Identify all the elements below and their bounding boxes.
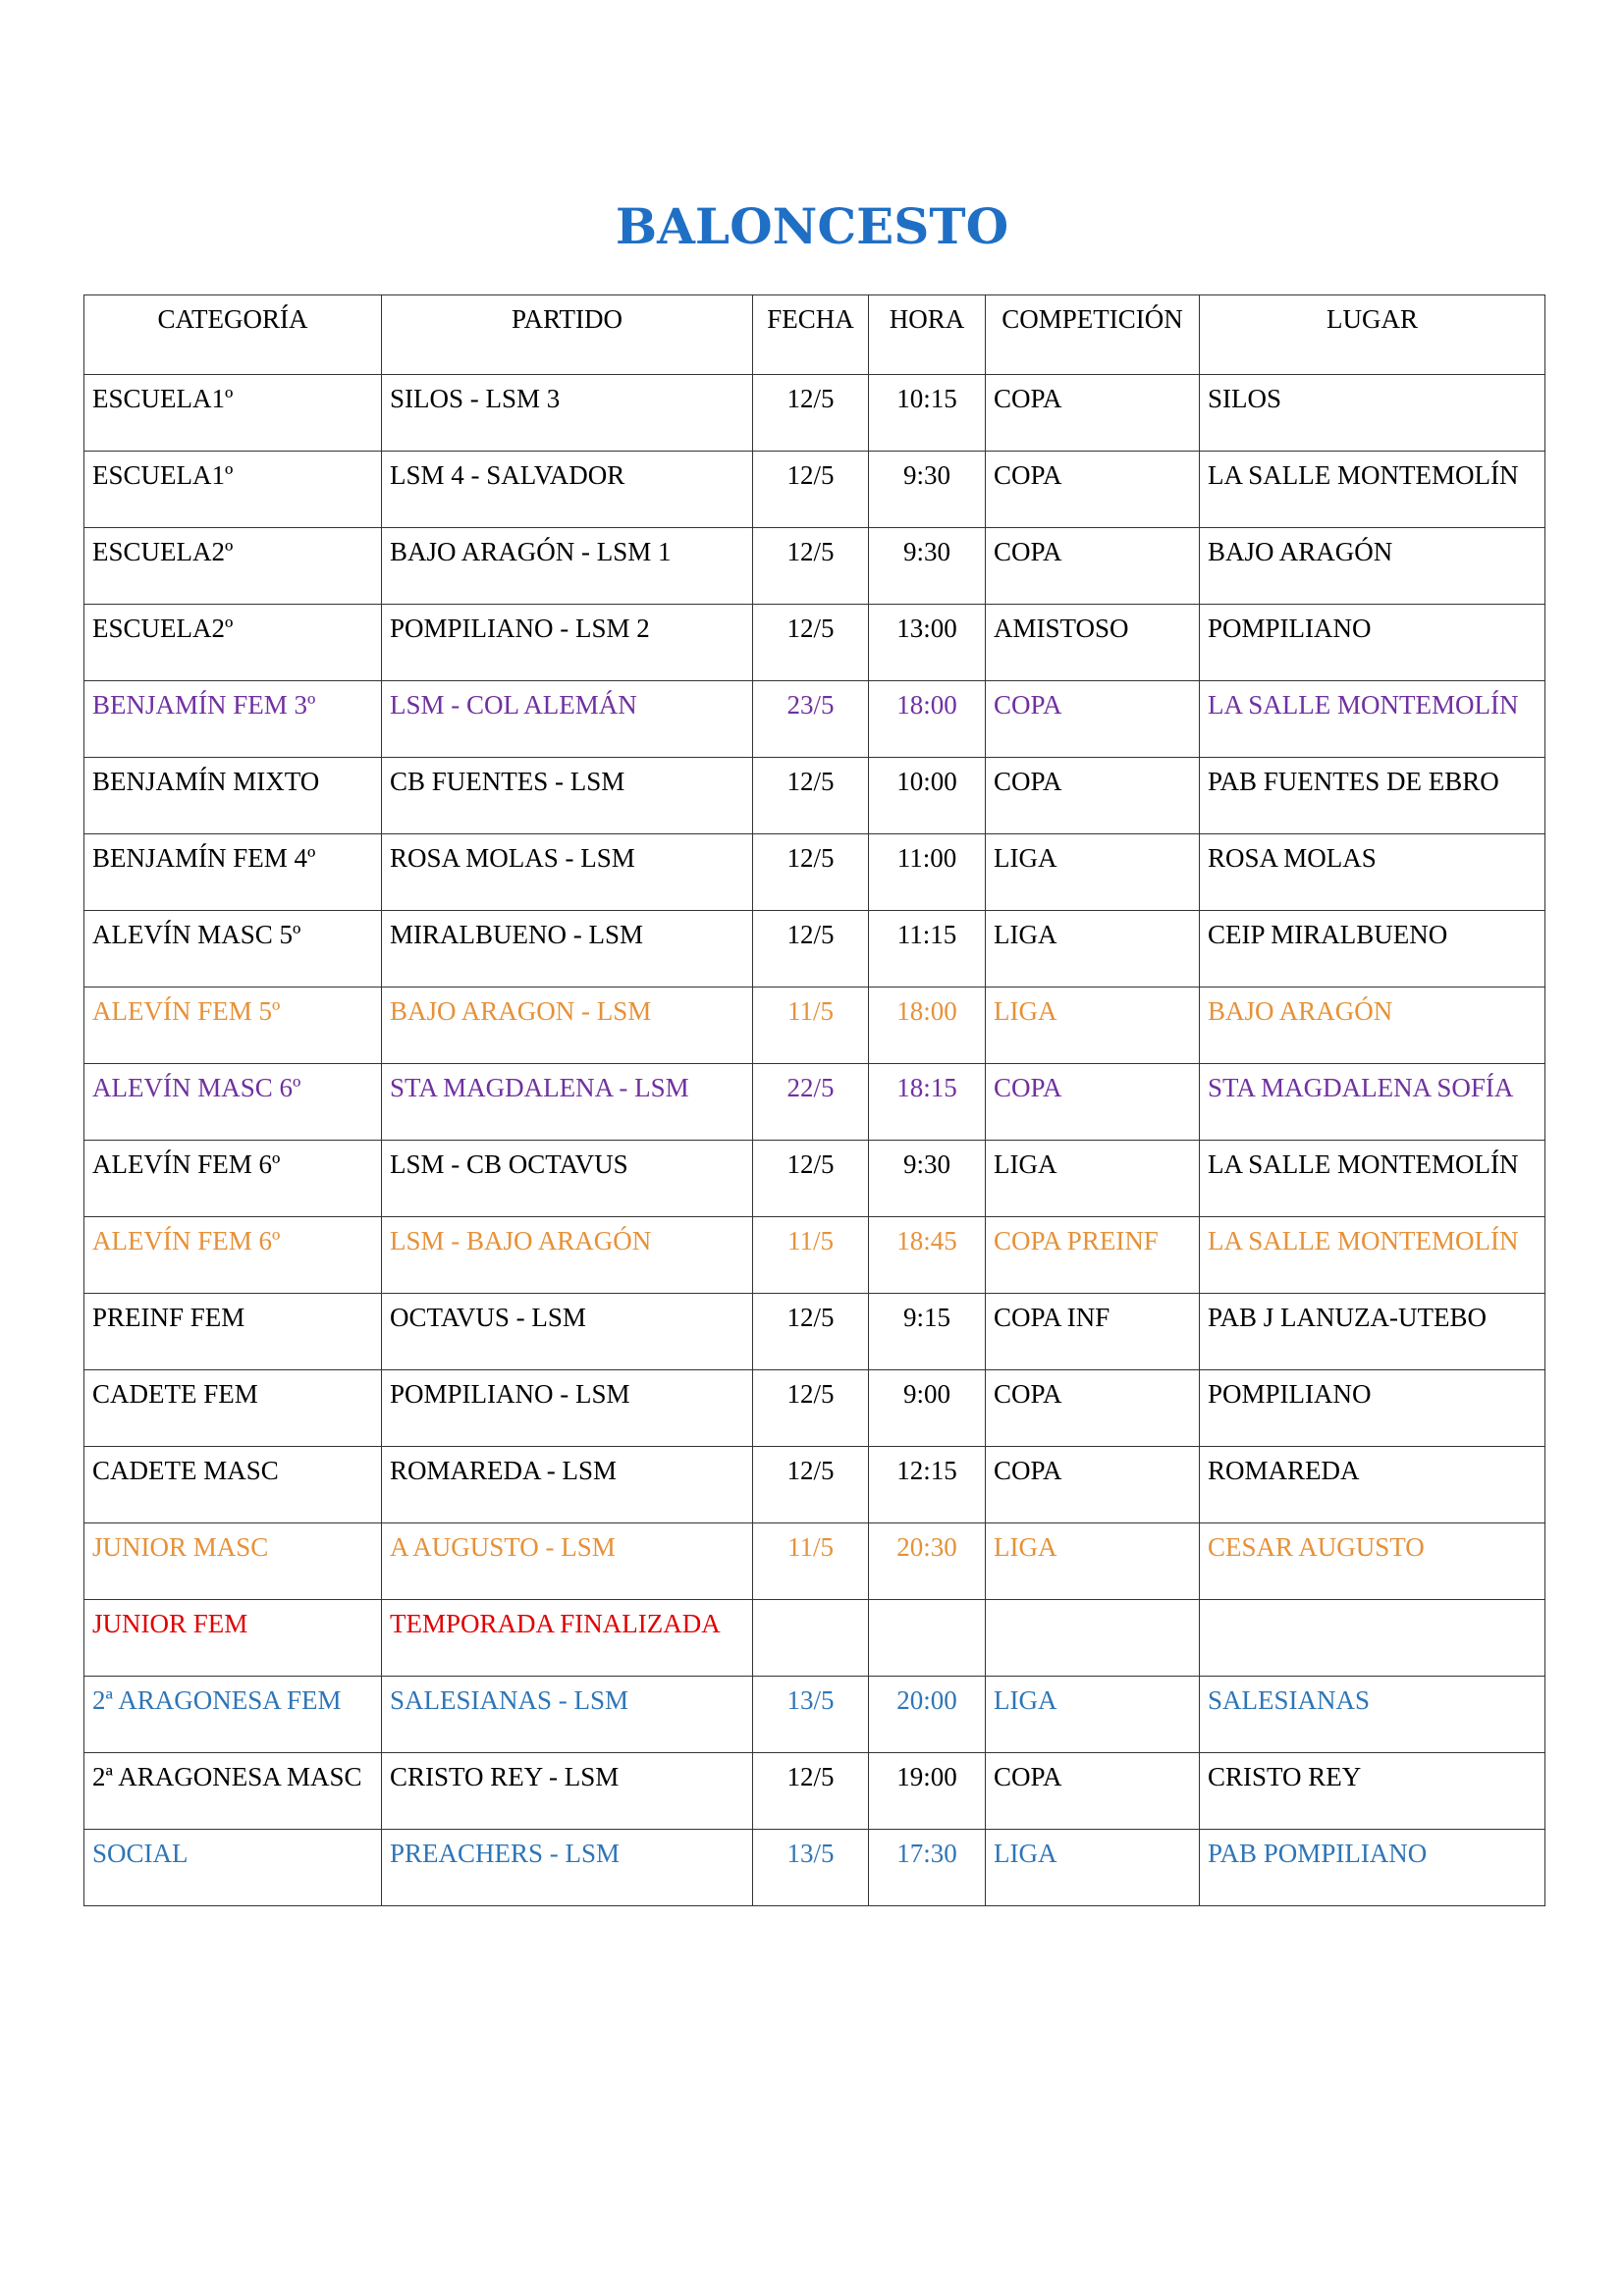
cell-place: POMPILIANO: [1200, 605, 1545, 681]
cell-category: ESCUELA1º: [84, 375, 382, 452]
cell-date: 12/5: [753, 1294, 869, 1370]
table-row: [84, 911, 1545, 988]
cell-time: 12:15: [869, 1447, 986, 1523]
cell-date: 13/5: [753, 1677, 869, 1753]
table-row: [84, 1830, 1545, 1906]
cell-match: BAJO ARAGON - LSM: [382, 988, 753, 1064]
cell-place: BAJO ARAGÓN: [1200, 528, 1545, 605]
cell-date: 12/5: [753, 375, 869, 452]
cell-category: ALEVÍN MASC 6º: [84, 1064, 382, 1141]
cell-date: 11/5: [753, 1523, 869, 1600]
cell-date: 22/5: [753, 1064, 869, 1141]
cell-place: CRISTO REY: [1200, 1753, 1545, 1830]
table-row: [84, 528, 1545, 605]
cell-category: SOCIAL: [84, 1830, 382, 1906]
table-row: [84, 988, 1545, 1064]
table-row: [84, 1370, 1545, 1447]
cell-competition: COPA: [986, 452, 1200, 528]
cell-category: 2ª ARAGONESA FEM: [84, 1677, 382, 1753]
cell-match: PREACHERS - LSM: [382, 1830, 753, 1906]
cell-match: BAJO ARAGÓN - LSM 1: [382, 528, 753, 605]
table-row: [84, 375, 1545, 452]
header-competition: COMPETICIÓN: [986, 295, 1200, 375]
table-row: [84, 758, 1545, 834]
cell-match: CB FUENTES - LSM: [382, 758, 753, 834]
cell-competition: LIGA: [986, 1141, 1200, 1217]
cell-place: ROSA MOLAS: [1200, 834, 1545, 911]
cell-match: ROMAREDA - LSM: [382, 1447, 753, 1523]
cell-category: PREINF FEM: [84, 1294, 382, 1370]
cell-competition: [986, 1600, 1200, 1677]
cell-date: 12/5: [753, 911, 869, 988]
cell-date: 13/5: [753, 1830, 869, 1906]
cell-competition: COPA: [986, 1064, 1200, 1141]
cell-category: CADETE FEM: [84, 1370, 382, 1447]
cell-category: ALEVÍN MASC 5º: [84, 911, 382, 988]
cell-competition: LIGA: [986, 1523, 1200, 1600]
cell-date: 12/5: [753, 1370, 869, 1447]
cell-competition: LIGA: [986, 1830, 1200, 1906]
cell-match: TEMPORADA FINALIZADA: [382, 1600, 753, 1677]
cell-time: 10:00: [869, 758, 986, 834]
cell-place: PAB FUENTES DE EBRO: [1200, 758, 1545, 834]
cell-place: SILOS: [1200, 375, 1545, 452]
cell-place: LA SALLE MONTEMOLÍN: [1200, 452, 1545, 528]
cell-match: SALESIANAS - LSM: [382, 1677, 753, 1753]
cell-place: ROMAREDA: [1200, 1447, 1545, 1523]
cell-time: 11:15: [869, 911, 986, 988]
table-row: [84, 1064, 1545, 1141]
cell-category: ALEVÍN FEM 5º: [84, 988, 382, 1064]
cell-category: ESCUELA1º: [84, 452, 382, 528]
cell-match: POMPILIANO - LSM 2: [382, 605, 753, 681]
cell-category: BENJAMÍN FEM 4º: [84, 834, 382, 911]
table-row: [84, 1217, 1545, 1294]
table-row: [84, 1600, 1545, 1677]
cell-date: 12/5: [753, 1447, 869, 1523]
header-match: PARTIDO: [382, 295, 753, 375]
cell-time: 18:00: [869, 988, 986, 1064]
cell-place: LA SALLE MONTEMOLÍN: [1200, 1217, 1545, 1294]
cell-place: LA SALLE MONTEMOLÍN: [1200, 681, 1545, 758]
cell-date: 11/5: [753, 988, 869, 1064]
cell-place: CEIP MIRALBUENO: [1200, 911, 1545, 988]
cell-time: 9:30: [869, 528, 986, 605]
cell-competition: COPA INF: [986, 1294, 1200, 1370]
cell-category: ESCUELA2º: [84, 605, 382, 681]
cell-match: OCTAVUS - LSM: [382, 1294, 753, 1370]
cell-category: ALEVÍN FEM 6º: [84, 1141, 382, 1217]
cell-match: ROSA MOLAS - LSM: [382, 834, 753, 911]
cell-competition: LIGA: [986, 988, 1200, 1064]
table-row: [84, 681, 1545, 758]
cell-date: 12/5: [753, 758, 869, 834]
cell-match: SILOS - LSM 3: [382, 375, 753, 452]
cell-time: 9:30: [869, 1141, 986, 1217]
cell-time: 9:30: [869, 452, 986, 528]
table-row: [84, 1294, 1545, 1370]
cell-competition: COPA: [986, 375, 1200, 452]
cell-date: 12/5: [753, 605, 869, 681]
cell-competition: LIGA: [986, 1677, 1200, 1753]
table-row: [84, 605, 1545, 681]
cell-competition: COPA: [986, 528, 1200, 605]
cell-time: 20:00: [869, 1677, 986, 1753]
cell-time: 18:15: [869, 1064, 986, 1141]
table-row: [84, 1753, 1545, 1830]
table-row: [84, 834, 1545, 911]
cell-place: CESAR AUGUSTO: [1200, 1523, 1545, 1600]
cell-category: BENJAMÍN MIXTO: [84, 758, 382, 834]
cell-category: JUNIOR FEM: [84, 1600, 382, 1677]
cell-time: 10:15: [869, 375, 986, 452]
cell-place: [1200, 1600, 1545, 1677]
cell-place: PAB J LANUZA-UTEBO: [1200, 1294, 1545, 1370]
cell-place: LA SALLE MONTEMOLÍN: [1200, 1141, 1545, 1217]
cell-competition: COPA: [986, 1370, 1200, 1447]
cell-category: ESCUELA2º: [84, 528, 382, 605]
cell-place: POMPILIANO: [1200, 1370, 1545, 1447]
cell-competition: LIGA: [986, 834, 1200, 911]
header-row: [84, 295, 1545, 375]
cell-match: LSM - CB OCTAVUS: [382, 1141, 753, 1217]
table-row: [84, 1677, 1545, 1753]
cell-date: [753, 1600, 869, 1677]
cell-match: CRISTO REY - LSM: [382, 1753, 753, 1830]
cell-place: STA MAGDALENA SOFÍA: [1200, 1064, 1545, 1141]
page-title: BALONCESTO: [615, 197, 1009, 255]
cell-match: LSM - BAJO ARAGÓN: [382, 1217, 753, 1294]
cell-competition: LIGA: [986, 911, 1200, 988]
cell-category: CADETE MASC: [84, 1447, 382, 1523]
cell-match: MIRALBUENO - LSM: [382, 911, 753, 988]
cell-time: 9:00: [869, 1370, 986, 1447]
table-row: [84, 1523, 1545, 1600]
table-row: [84, 1447, 1545, 1523]
cell-competition: COPA: [986, 681, 1200, 758]
cell-match: LSM 4 - SALVADOR: [382, 452, 753, 528]
cell-time: 18:45: [869, 1217, 986, 1294]
cell-competition: COPA: [986, 1753, 1200, 1830]
cell-date: 23/5: [753, 681, 869, 758]
header-time: HORA: [869, 295, 986, 375]
cell-match: A AUGUSTO - LSM: [382, 1523, 753, 1600]
cell-competition: COPA PREINF: [986, 1217, 1200, 1294]
cell-date: 12/5: [753, 528, 869, 605]
cell-date: 12/5: [753, 452, 869, 528]
cell-place: SALESIANAS: [1200, 1677, 1545, 1753]
cell-competition: COPA: [986, 758, 1200, 834]
cell-match: STA MAGDALENA - LSM: [382, 1064, 753, 1141]
cell-date: 12/5: [753, 834, 869, 911]
cell-competition: AMISTOSO: [986, 605, 1200, 681]
cell-time: [869, 1600, 986, 1677]
header-place: LUGAR: [1200, 295, 1545, 375]
cell-time: 13:00: [869, 605, 986, 681]
cell-place: PAB POMPILIANO: [1200, 1830, 1545, 1906]
cell-time: 18:00: [869, 681, 986, 758]
cell-place: BAJO ARAGÓN: [1200, 988, 1545, 1064]
cell-match: LSM - COL ALEMÁN: [382, 681, 753, 758]
cell-time: 19:00: [869, 1753, 986, 1830]
table-body: [84, 375, 1545, 1906]
cell-category: ALEVÍN FEM 6º: [84, 1217, 382, 1294]
cell-time: 9:15: [869, 1294, 986, 1370]
cell-category: JUNIOR MASC: [84, 1523, 382, 1600]
cell-category: 2ª ARAGONESA MASC: [84, 1753, 382, 1830]
schedule-table: [83, 294, 1545, 1906]
cell-time: 20:30: [869, 1523, 986, 1600]
cell-date: 12/5: [753, 1753, 869, 1830]
cell-date: 12/5: [753, 1141, 869, 1217]
header-category: CATEGORÍA: [84, 295, 382, 375]
cell-competition: COPA: [986, 1447, 1200, 1523]
table-header: [84, 295, 1545, 375]
cell-match: POMPILIANO - LSM: [382, 1370, 753, 1447]
cell-time: 17:30: [869, 1830, 986, 1906]
cell-date: 11/5: [753, 1217, 869, 1294]
table-row: [84, 452, 1545, 528]
table-row: [84, 1141, 1545, 1217]
header-date: FECHA: [753, 295, 869, 375]
cell-time: 11:00: [869, 834, 986, 911]
cell-category: BENJAMÍN FEM 3º: [84, 681, 382, 758]
